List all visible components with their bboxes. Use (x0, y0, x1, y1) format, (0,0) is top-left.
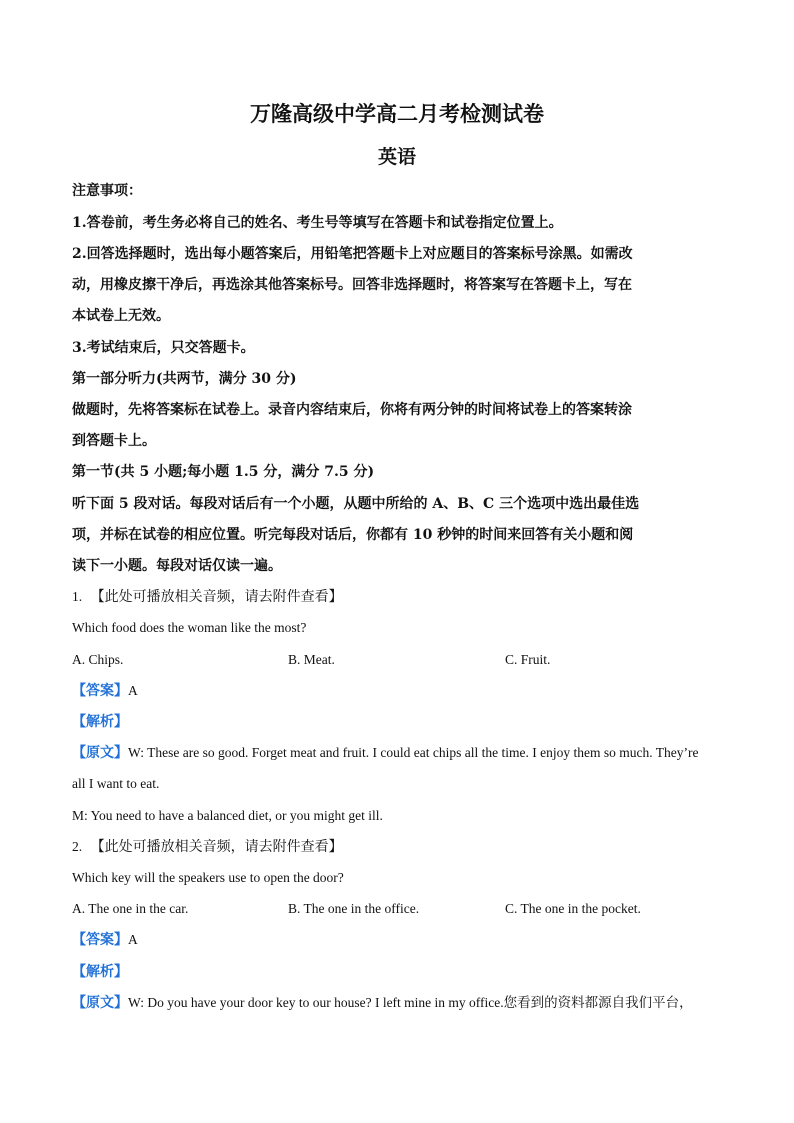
script-label: 【原文】 (72, 745, 128, 761)
question-number: 2. (72, 839, 83, 854)
question-1-script-c: M: You need to have a balanced diet, or you might get ill. (72, 808, 383, 823)
script-label: 【原文】 (72, 995, 128, 1011)
question-2-option-c: C. The one in the pocket. (505, 901, 641, 916)
question-2-script-a (72, 993, 693, 1013)
question-1-analysis (72, 712, 128, 732)
audio-notice: 【此处可播放相关音频，请去附件查看】 (90, 839, 343, 855)
answer-label: 【答案】 (72, 932, 128, 948)
notice-item-3: 3.考试结束后，只交答题卡。 (72, 340, 255, 356)
part1-desc-b: 到答题卡上。 (72, 433, 156, 449)
subject-title: 英语 (377, 146, 416, 168)
question-1-stem: Which food does the woman like the most? (72, 620, 307, 635)
section1-desc-a: 听下面 5 段对话。每段对话后有一个小题，从题中所给的 A、B、C 三个选项中选出最佳选 (72, 496, 640, 512)
section1-desc-b: 项，并标在试卷的相应位置。听完每段对话后，你都有 10 秒钟的时间来回答有关小题和阅 (72, 527, 634, 543)
question-2-option-a: A. The one in the car. (72, 901, 189, 916)
answer-label: 【答案】 (72, 683, 128, 699)
notice-item-1: 1.答卷前，考生务必将自己的姓名、考生号等填写在答题卡和试卷指定位置上。 (72, 215, 563, 231)
question-1-option-b: B. Meat. (288, 652, 335, 667)
answer-value: A (128, 683, 138, 698)
notice-item-2a: 2.回答选择题时，选出每小题答案后，用铅笔把答题卡上对应题目的答案标号涂黑。如需改 (72, 246, 633, 262)
analysis-label: 【解析】 (72, 964, 128, 980)
script-text: W: Do you have your door key to our house? I left mine in my office. (128, 995, 504, 1010)
question-1-option-a: A. Chips. (72, 652, 124, 667)
watermark-text: 您看到的资料都源自我们平台， (503, 995, 693, 1011)
question-2-stem: Which key will the speakers use to open the door? (72, 870, 344, 885)
section1-heading: 第一节(共 5 小题;每小题 1.5 分，满分 7.5 分) (72, 464, 375, 480)
question-1-audio (72, 587, 343, 607)
part1-heading: 第一部分听力(共两节，满分 30 分) (72, 371, 297, 387)
question-number: 1. (72, 589, 83, 604)
script-text: W: These are so good. Forget meat and fruit. I could eat chips all the time. I enjoy them so much. They’re (128, 745, 699, 760)
analysis-label: 【解析】 (72, 714, 128, 730)
question-2-audio (72, 837, 343, 857)
part1-desc-a: 做题时，先将答案标在试卷上。录音内容结束后，你将有两分钟的时间将试卷上的答案转涂 (72, 402, 632, 418)
question-1-answer (72, 681, 138, 701)
question-1-script-b: all I want to eat. (72, 776, 160, 791)
audio-notice: 【此处可播放相关音频，请去附件查看】 (90, 589, 343, 605)
question-2-answer (72, 930, 138, 950)
question-2-analysis (72, 962, 128, 982)
question-1-script-a (72, 743, 698, 763)
section1-desc-c: 读下一小题。每段对话仅读一遍。 (72, 558, 282, 574)
answer-value: A (128, 932, 138, 947)
exam-title: 万隆高级中学高二月考检测试卷 (250, 101, 544, 126)
question-2-option-b: B. The one in the office. (288, 901, 420, 916)
question-1-option-c: C. Fruit. (505, 652, 551, 667)
notice-item-2b: 动，用橡皮擦干净后，再选涂其他答案标号。回答非选择题时，将答案写在答题卡上，写在 (72, 277, 632, 293)
notice-item-2c: 本试卷上无效。 (72, 308, 170, 324)
notice-heading: 注意事项： (72, 183, 142, 199)
